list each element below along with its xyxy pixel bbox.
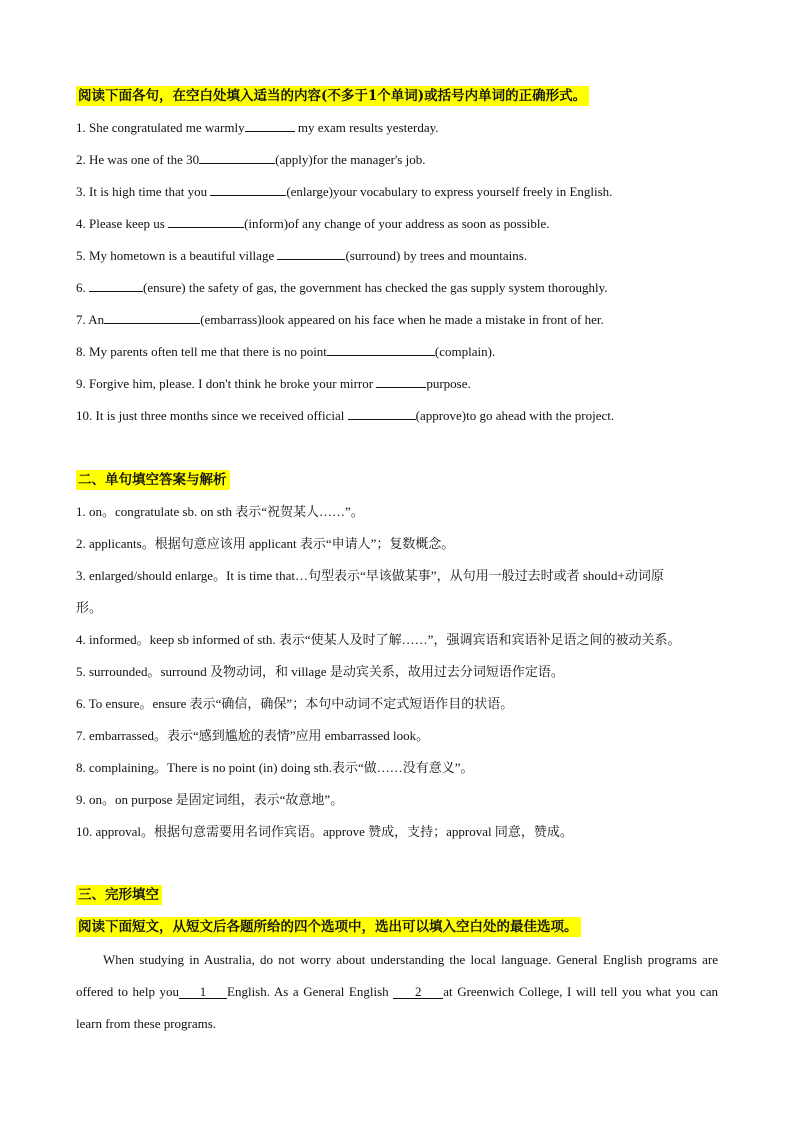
answer-line: 3. enlarged/should enlarge。It is time that…句型表示“早该做某事”，从句用一般过去时或者 should+动词原 bbox=[76, 568, 664, 583]
section1-instruction: 阅读下面各句，在空白处填入适当的内容(不多于1个单词)或括号内单词的正确形式。 bbox=[76, 86, 589, 106]
question-5: 5. My hometown is a beautiful village (surround) by trees and mountains. bbox=[76, 248, 528, 263]
question-10: 10. It is just three months since we received official (approve)to go ahead with the project. bbox=[76, 408, 615, 423]
question-7: 7. An (embarrass)look appeared on his face when he made a mistake in front of her. bbox=[76, 312, 604, 327]
answer-blank[interactable] bbox=[245, 119, 295, 132]
answer-line: 6. To ensure。ensure 表示“确信，确保”；本句中动词不定式短语作目的状语。 bbox=[76, 696, 514, 711]
answer-line: 4. informed。keep sb informed of sth. 表示“使某人及时了解……”，强调宾语和宾语补足语之间的被动关系。 bbox=[76, 632, 681, 647]
answer-line: 形。 bbox=[76, 600, 103, 615]
answer-blank[interactable] bbox=[104, 311, 200, 324]
cloze-blank-2[interactable]: 2 bbox=[393, 985, 443, 999]
answer-line: 7. embarrassed。表示“感到尴尬的表情”应用 embarrassed look。 bbox=[76, 728, 430, 743]
answer-line: 10. approval。根据句意需要用名词作宾语。approve 赞成，支持；approval 同意，赞成。 bbox=[76, 824, 573, 839]
question-3: 3. It is high time that you (enlarge)your vocabulary to express yourself freely in English. bbox=[76, 184, 613, 199]
answer-line: 1. on。congratulate sb. on sth 表示“祝贺某人……”。 bbox=[76, 504, 364, 519]
answer-blank[interactable] bbox=[89, 279, 143, 292]
question-1: 1. She congratulated me warmly my exam results yesterday. bbox=[76, 120, 439, 135]
answer-line: 5. surrounded。surround 及物动词，和 village 是动宾关系，故用过去分词短语作定语。 bbox=[76, 664, 564, 679]
answer-blank[interactable] bbox=[327, 343, 435, 356]
answer-blank[interactable] bbox=[199, 151, 275, 164]
section3-instruction: 阅读下面短文，从短文后各题所给的四个选项中，选出可以填入空白处的最佳选项。 bbox=[76, 917, 581, 937]
answer-blank[interactable] bbox=[376, 375, 426, 388]
cloze-passage: When studying in Australia, do not worry about understanding the local language. General English programs are offered to help you 1 English. As a General English 2 at Greenwich College, I will tell you what you can learn from these programs. bbox=[76, 952, 718, 1031]
question-4: 4. Please keep us (inform)of any change of your address as soon as possible. bbox=[76, 216, 550, 231]
answer-blank[interactable] bbox=[168, 215, 244, 228]
answer-blank[interactable] bbox=[277, 247, 345, 260]
answer-blank[interactable] bbox=[210, 183, 286, 196]
section2-title: 二、单句填空答案与解析 bbox=[76, 470, 230, 490]
cloze-blank-1[interactable]: 1 bbox=[179, 985, 227, 999]
section3-title: 三、完形填空 bbox=[76, 885, 162, 905]
answer-blank[interactable] bbox=[348, 407, 416, 420]
question-9: 9. Forgive him, please. I don't think he broke your mirror purpose. bbox=[76, 376, 471, 391]
question-6: 6. (ensure) the safety of gas, the government has checked the gas supply system thoroughly. bbox=[76, 280, 608, 295]
answer-line: 8. complaining。There is no point (in) doing sth.表示“做……没有意义”。 bbox=[76, 760, 474, 775]
question-2: 2. He was one of the 30 (apply)for the manager's job. bbox=[76, 152, 426, 167]
question-8: 8. My parents often tell me that there is no point (complain). bbox=[76, 344, 496, 359]
answer-line: 2. applicants。根据句意应该用 applicant 表示“申请人”；复数概念。 bbox=[76, 536, 455, 551]
answer-line: 9. on。on purpose 是固定词组，表示“故意地”。 bbox=[76, 792, 344, 807]
